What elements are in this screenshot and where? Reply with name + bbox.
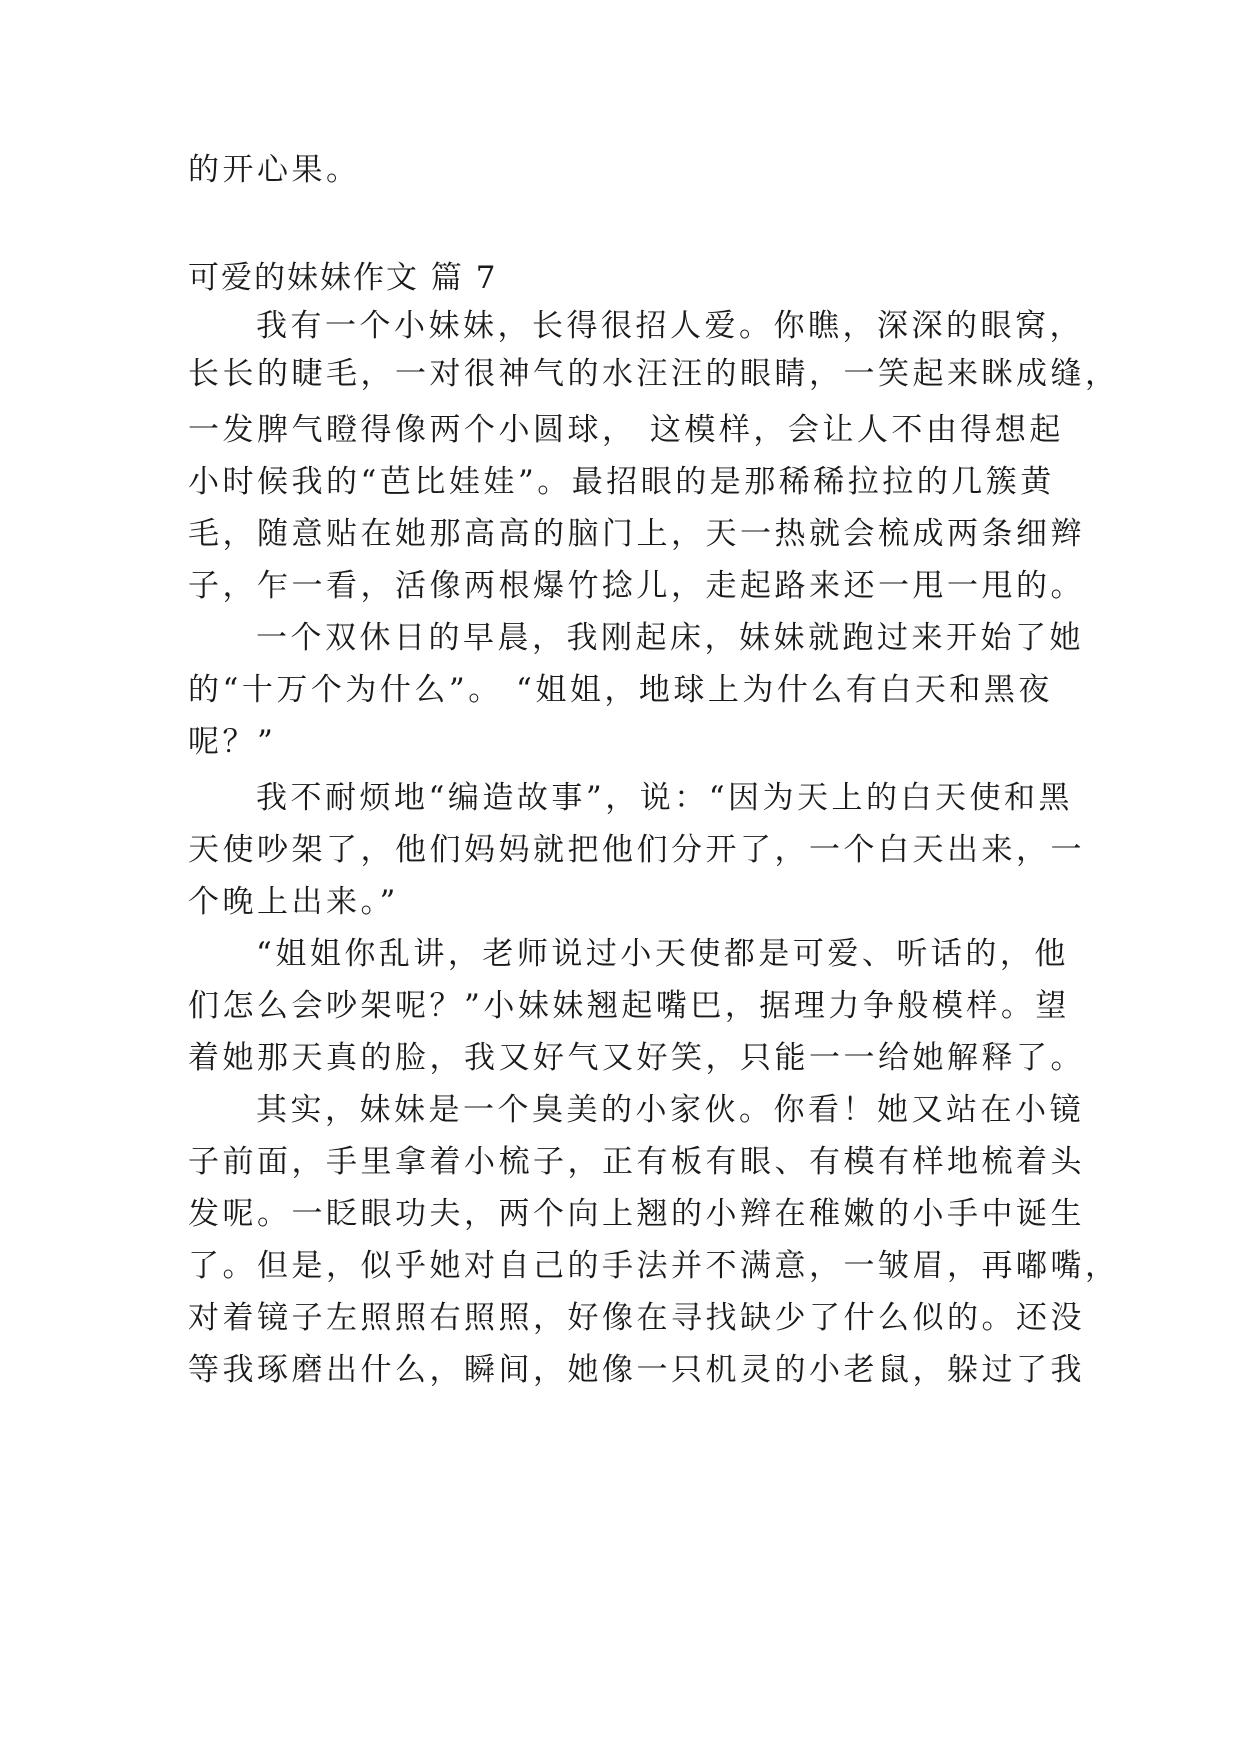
paragraph-line: 着她那天真的脸，我又好气又好笑，只能一一给她解释了。	[188, 1040, 1085, 1076]
paragraph-line: 等我琢磨出什么，瞬间，她像一只机灵的小老鼠，躲过了我	[188, 1352, 1085, 1388]
paragraph-line: 我不耐烦地“编造故事”，说：“因为天上的白天使和黑	[256, 780, 1074, 816]
paragraph-line: 天使吵架了，他们妈妈就把他们分开了，一个白天出来，一	[188, 832, 1085, 868]
paragraph-line: “姐姐你乱讲，老师说过小天使都是可爱、听话的，他	[256, 936, 1069, 972]
paragraph-line: 一个双休日的早晨，我刚起床，妹妹就跑过来开始了她	[256, 620, 1084, 656]
paragraph-line: 我有一个小妹妹，长得很招人爱。你瞧，深深的眼窝，	[256, 308, 1084, 344]
paragraph-line: 小时候我的“芭比娃娃”。最招眼的是那稀稀拉拉的几簇黄	[188, 464, 1055, 500]
section-heading: 可爱的妹妹作文 篇 7	[188, 260, 498, 296]
paragraph-line: 了。但是，似乎她对自己的手法并不满意，一皱眉，再嘟嘴，	[188, 1248, 1120, 1284]
paragraph-line: 的“十万个为什么”。 “姐姐，地球上为什么有白天和黑夜	[188, 672, 1053, 708]
paragraph-line: 毛，随意贴在她那高高的脑门上，天一热就会梳成两条细辫	[188, 516, 1085, 552]
carryover-text: 的开心果。	[188, 152, 361, 188]
paragraph-line: 子，乍一看，活像两根爆竹捻儿，走起路来还一甩一甩的。	[188, 568, 1085, 604]
paragraph-line: 长长的睫毛，一对很神气的水汪汪的眼睛，一笑起来眯成缝，	[188, 356, 1120, 392]
paragraph-line: 子前面，手里拿着小梳子，正有板有眼、有模有样地梳着头	[188, 1144, 1085, 1180]
paragraph-line: 对着镜子左照照右照照，好像在寻找缺少了什么似的。还没	[188, 1300, 1085, 1336]
paragraph-line: 一发脾气瞪得像两个小圆球， 这模样，会让人不由得想起	[188, 412, 1064, 448]
paragraph-line: 们怎么会吵架呢？”小妹妹翘起嘴巴，据理力争般模样。望	[188, 988, 1070, 1024]
paragraph-line: 发呢。一眨眼功夫，两个向上翘的小辫在稚嫩的小手中诞生	[188, 1196, 1085, 1232]
paragraph-line: 呢？”	[188, 724, 277, 760]
paragraph-line: 个晚上出来。”	[188, 884, 399, 920]
paragraph-line: 其实，妹妹是一个臭美的小家伙。你看！她又站在小镜	[256, 1092, 1084, 1128]
